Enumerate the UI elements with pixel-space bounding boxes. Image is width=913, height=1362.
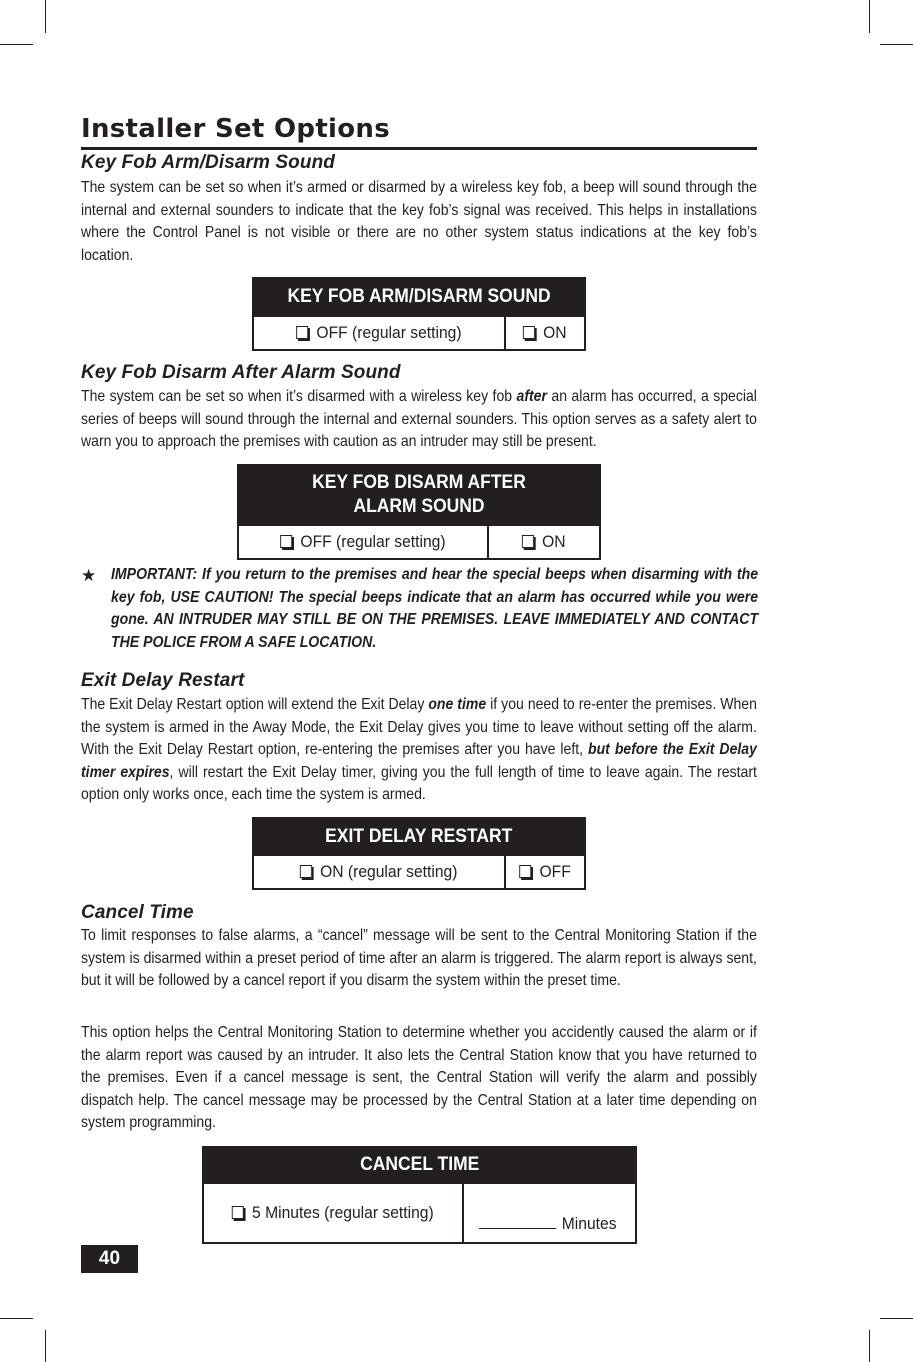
option-table-title: CANCEL TIME [204,1148,635,1182]
checkbox-icon [523,326,535,339]
option-table-title: KEY FOB DISARM AFTER ALARM SOUND [239,466,599,524]
option-table-exit-delay [252,817,586,890]
option-table-title: KEY FOB ARM/DISARM SOUND [254,279,584,315]
title-rule [81,147,757,150]
section-body-exit-delay: The Exit Delay Restart option will extend the Exit Delay one time if you need to re-enter the premises. When the system is armed in the Away Mode, the Exit Delay gives you time to leave without setting off the alarm. With the Exit Delay Restart option, re-entering the premises after you have left, but before the Exit Delay timer expires, will restart the Exit Delay timer, giving you the full length of time to leave again. The restart option only works once, each time the system is armed. [81,696,757,804]
crop-mark [45,1330,46,1362]
checkbox-icon [519,865,531,878]
star-icon: ★ [81,566,97,585]
option-table-title: EXIT DELAY RESTART [254,819,584,854]
option-on-checkbox[interactable]: ON [506,317,584,349]
custom-minutes-field[interactable]: Minutes [464,1184,635,1242]
important-text: IMPORTANT: If you return to the premises and hear the special beeps when disarming with the key fob, USE CAUTION! The special beeps indicate that an alarm has occurred while you were gone. AN INTRUDER MAY STILL BE ON THE PREMISES. LEAVE IMMEDIATELY AND CONTACT THE POLICE FROM A SAFE LOCATION. [111,566,759,651]
minutes-blank-line[interactable] [479,1214,556,1229]
checkbox-icon [522,535,534,548]
section-heading-keyfob-after-alarm: Key Fob Disarm After Alarm Sound [81,362,401,383]
checkbox-icon [300,865,312,878]
crop-mark [869,0,870,33]
crop-mark [880,1318,913,1319]
section-heading-keyfob-sound: Key Fob Arm/Disarm Sound [81,152,336,173]
section-body-keyfob-after-alarm: The system can be set so when it’s disarmed with a wireless key fob after an alarm has occurred, a special series of beeps will sound through the internal and external sounders. This option serves as a safety alert to warn you to approach the premises with caution as an intruder may still be present. [81,388,757,451]
option-on-checkbox[interactable]: ON [489,526,599,558]
crop-mark [880,44,913,45]
section-body-cancel-time-2: This option helps the Central Monitoring Station to determine whether you accidently caused the alarm or if the alarm report was caused by an intruder. It also lets the Central Station know that you have returned to the premises. Even if a cancel message is sent, the Central Station will verify the alarm and possibly dispatch help. The cancel message may be processed by the Central Station at a later time depending on system programming. [81,1024,757,1132]
checkbox-icon [232,1206,244,1219]
option-table-keyfob-sound [252,277,586,351]
option-default-checkbox[interactable]: 5 Minutes (regular setting) [204,1184,464,1242]
checkbox-icon [280,535,292,548]
section-heading-exit-delay: Exit Delay Restart [81,670,245,691]
checkbox-icon [296,326,308,339]
section-body-keyfob-sound: The system can be set so when it’s armed or disarmed by a wireless key fob, a beep will sound through the internal and external sounders to indicate that the key fob’s signal was received. This helps in installations where the Control Panel is not visible or there are no other system status indications at the key fob’s location. [81,179,757,264]
option-on-checkbox[interactable]: ON (regular setting) [254,856,506,888]
option-table-cancel-time [202,1146,637,1244]
page-title: Installer Set Options [81,114,391,144]
section-body-cancel-time-1: To limit responses to false alarms, a “cancel” message will be sent to the Central Monitoring Station if the system is disarmed within a preset period of time after an alarm is triggered. The alarm report is always sent, but it will be followed by a cancel report if you disarm the system within the preset time. [81,927,757,990]
crop-mark [0,44,33,45]
crop-mark [45,0,46,33]
option-off-checkbox[interactable]: OFF (regular setting) [254,317,506,349]
section-heading-cancel-time: Cancel Time [81,902,194,923]
crop-mark [869,1330,870,1362]
option-off-checkbox[interactable]: OFF [506,856,584,888]
page-number: 40 [81,1245,138,1273]
option-off-checkbox[interactable]: OFF (regular setting) [239,526,489,558]
option-table-keyfob-after-alarm [237,464,601,560]
crop-mark [0,1318,33,1319]
